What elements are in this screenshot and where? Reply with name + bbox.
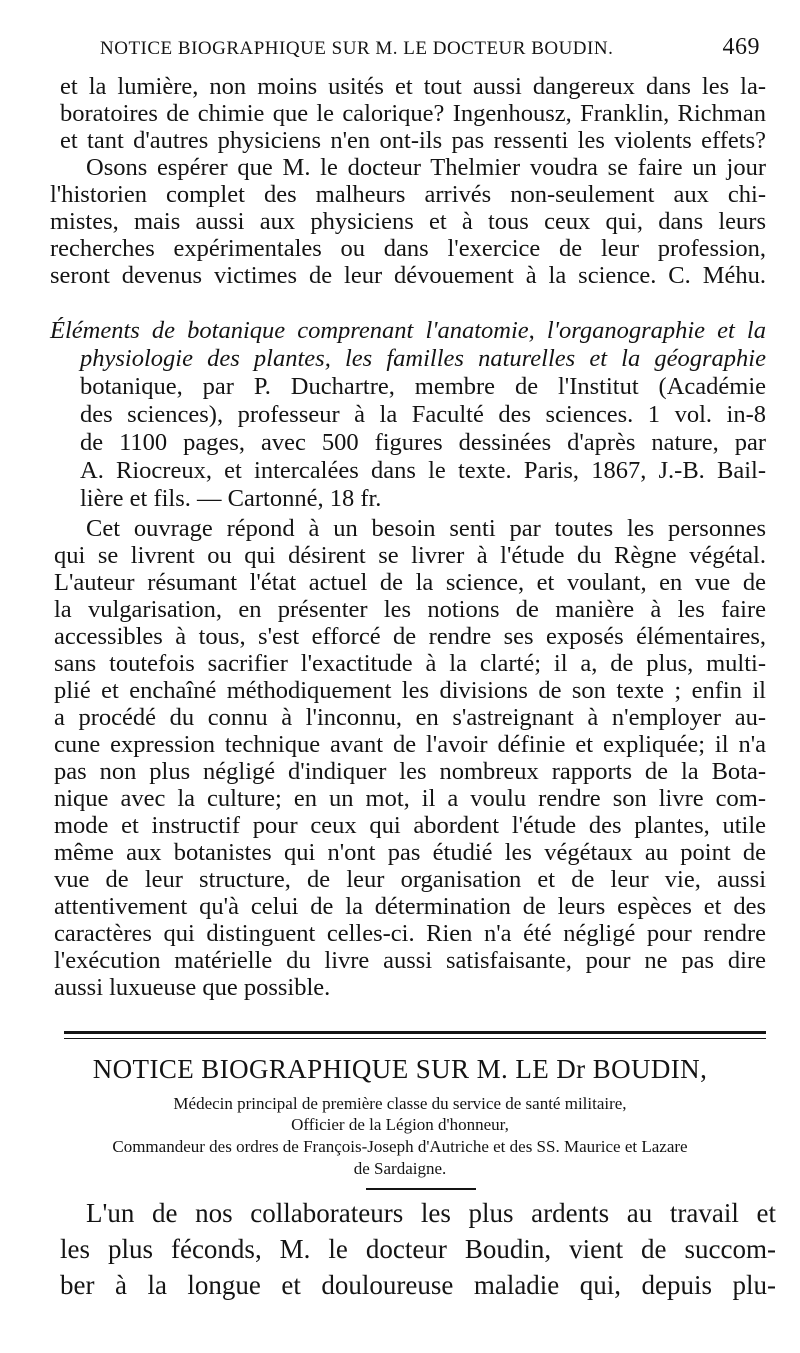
text-line: et tant d'autres physiciens n'en ont-ils pas ressenti les violents effets? — [60, 127, 766, 154]
notice-title: NOTICE BIOGRAPHIQUE SUR M. LE Dr BOUDIN, — [92, 1054, 708, 1084]
review-line: des sciences), professeur à la Faculté des sciences. 1 vol. in-8 — [80, 401, 766, 428]
text-line: l'exécution matérielle du livre aussi satisfaisante, pour ne pas dire — [54, 947, 766, 974]
text-line: attentivement qu'à celui de la détermination de leurs espèces et des — [54, 893, 766, 920]
notice-subtitle-line: Commandeur des ordres de François-Joseph d'Autriche et des SS. Maurice et Lazare — [112, 1137, 688, 1156]
text-line: mode et instructif pour ceux qui abordent l'étude des plantes, utile — [54, 812, 766, 839]
running-head-title: NOTICE BIOGRAPHIQUE SUR M. LE DOCTEUR BOUDIN. — [100, 38, 614, 59]
short-rule — [366, 1188, 476, 1190]
notice-subtitle-line: Médecin principal de première classe du service de santé militaire, — [173, 1094, 627, 1113]
text-line: qui se livrent ou qui désirent se livrer à l'étude du Règne végétal. — [54, 542, 766, 569]
text-line: les plus féconds, M. le docteur Boudin, vient de succom- — [60, 1234, 776, 1264]
text-line: cune expression technique avant de l'avoir définie et expliquée; il n'a — [54, 731, 766, 758]
text-line: la vulgarisation, en présenter les notions de manière à les faire — [54, 596, 766, 623]
text-line: aussi luxueuse que possible. — [54, 974, 331, 1001]
notice-subtitle-line: Officier de la Légion d'honneur, — [291, 1115, 509, 1134]
text-line: boratoires de chimie que le calorique? Ingenhousz, Franklin, Richman — [60, 100, 766, 127]
text-line: et la lumière, non moins usités et tout aussi dangereux dans les la- — [60, 73, 766, 100]
text-line: nique avec la culture; en un mot, il a voulu rendre son livre com- — [54, 785, 766, 812]
notice-subtitle-line: de Sardaigne. — [353, 1159, 447, 1178]
review-line: lière et fils. — Cartonné, 18 fr. — [80, 485, 382, 512]
text-line: l'historien complet des malheurs arrivés non-seulement aux chi- — [50, 181, 766, 208]
section-divider-thin — [64, 1038, 766, 1039]
section-divider — [64, 1031, 766, 1034]
text-line: recherches expérimentales ou dans l'exercice de leur profession, — [50, 235, 766, 262]
review-title-line: physiologie des plantes, les familles naturelles et la géographie — [80, 345, 766, 372]
text-line: mistes, mais aussi aux physiciens et à tous ceux qui, dans leurs — [50, 208, 766, 235]
text-line: Cet ouvrage répond à un besoin senti par toutes les personnes — [86, 515, 766, 542]
review-line: A. Riocreux, et intercalées dans le texte. Paris, 1867, J.-B. Bail- — [80, 457, 766, 484]
review-title-line: Éléments de botanique comprenant l'anatomie, l'organographie et la — [50, 317, 766, 344]
text-line: sans toutefois sacrifier l'exactitude à la clarté; il a, de plus, multi- — [54, 650, 766, 677]
text-line: L'auteur résumant l'état actuel de la science, et voulant, en vue de — [54, 569, 766, 596]
review-line: botanique, par P. Duchartre, membre de l'Institut (Académie — [80, 373, 766, 400]
text-line: Osons espérer que M. le docteur Thelmier voudra se faire un jour — [86, 154, 766, 181]
text-line: pas non plus négligé d'indiquer les nombreux rapports de la Bota- — [54, 758, 766, 785]
running-head — [100, 34, 760, 68]
text-line: accessibles à tous, s'est efforcé de rendre ses exposés élémentaires, — [54, 623, 766, 650]
text-line: a procédé du connu à l'inconnu, en s'astreignant à n'employer au- — [54, 704, 766, 731]
text-line: ber à la longue et douloureuse maladie qui, depuis plu- — [60, 1270, 776, 1300]
text-line: plié et enchaîné méthodiquement les divisions de son texte ; enfin il — [54, 677, 766, 704]
text-line: L'un de nos collaborateurs les plus ardents au travail et — [86, 1198, 776, 1228]
text-line: même aux botanistes qui n'ont pas étudié les végétaux au point de — [54, 839, 766, 866]
text-line: caractères qui distinguent celles-ci. Rien n'a été négligé pour rendre — [54, 920, 766, 947]
review-line: de 1100 pages, avec 500 figures dessinées d'après nature, par — [80, 429, 766, 456]
page-number: 469 — [722, 34, 760, 60]
text-line: vue de leur structure, de leur organisation et de leur vie, aussi — [54, 866, 766, 893]
text-line: seront devenus victimes de leur dévouement à la science. C. Méhu. — [50, 262, 766, 289]
